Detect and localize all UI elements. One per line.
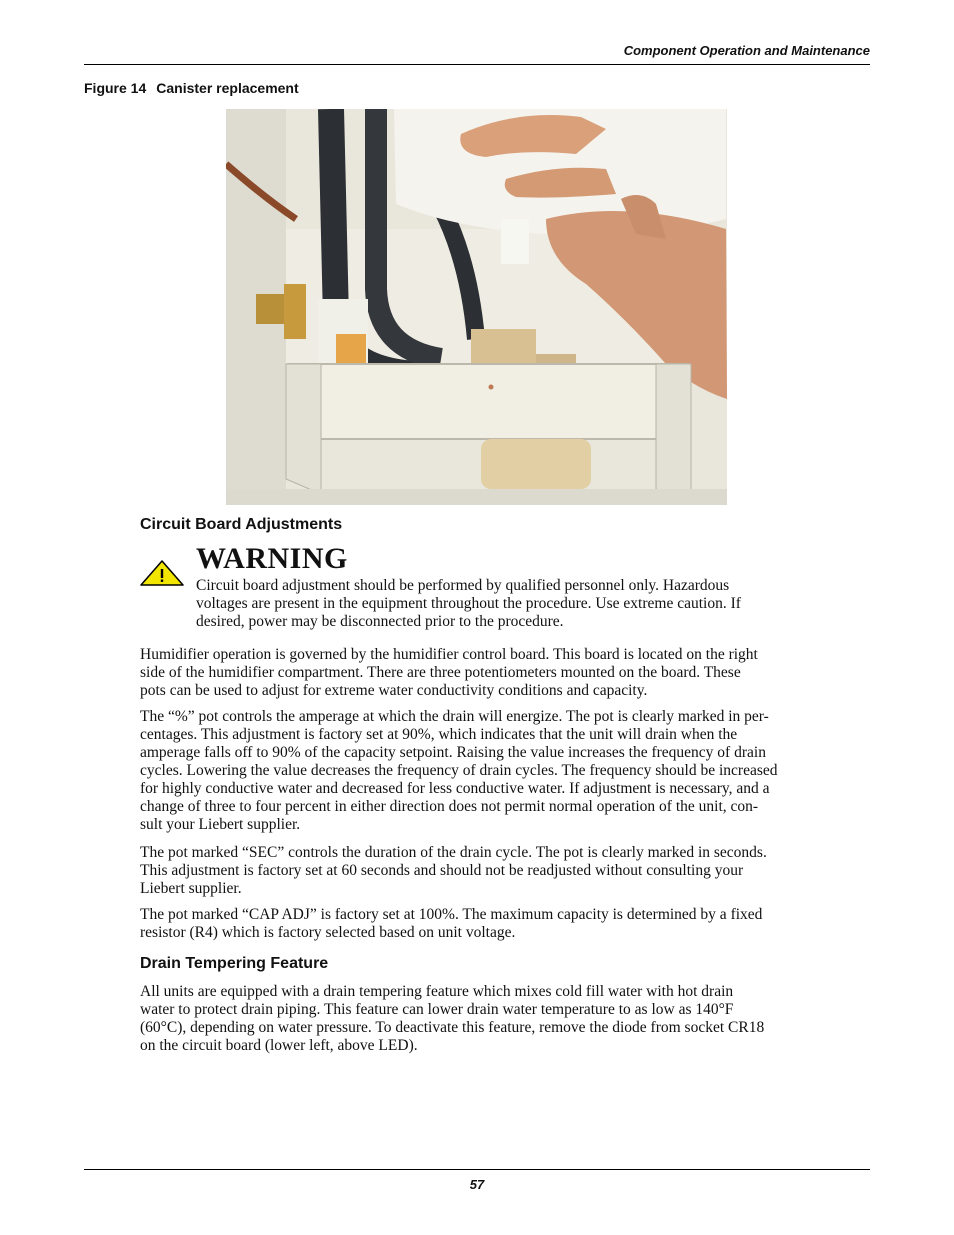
text-line: All units are equipped with a drain tempering feature which mixes cold fill water with hot drain [140, 983, 734, 1000]
text-line: This adjustment is factory set at 60 seconds and should not be readjusted without consulting your [140, 862, 744, 879]
paragraph-cap-adj-pot [140, 906, 870, 942]
paragraph-drain-tempering [140, 983, 870, 1055]
text-line: cycles. Lowering the value decreases the frequency of drain cycles. The frequency should be increased [140, 762, 778, 779]
text-line: water to protect drain piping. This feature can lower drain water temperature to as low as 140°F [140, 1001, 734, 1018]
text-line: Humidifier operation is governed by the humidifier control board. This board is located on the right [140, 646, 758, 663]
figure-title: Canister replacement [156, 80, 299, 96]
warning-triangle-icon [139, 560, 185, 586]
text-line: change of three to four percent in either direction does not permit normal operation of the unit, con- [140, 798, 759, 815]
warning-line: Circuit board adjustment should be performed by qualified personnel only. Hazardous [196, 577, 730, 594]
text-line: sult your Liebert supplier. [140, 816, 301, 833]
warning-line: desired, power may be disconnected prior to the procedure. [196, 613, 564, 630]
running-head: Component Operation and Maintenance [623, 43, 870, 58]
text-line: amperage falls off to 90% of the capacity setpoint. Raising the value increases the frequency of drain [140, 744, 766, 761]
text-line: The pot marked “CAP ADJ” is factory set at 100%. The maximum capacity is determined by a fixed [140, 906, 763, 923]
text-line: on the circuit board (lower left, above LED). [140, 1037, 418, 1054]
canister-replacement-photo [226, 109, 727, 505]
figure-number: Figure 14 [84, 80, 147, 96]
warning-text [196, 577, 856, 631]
warning-title: WARNING [196, 542, 348, 575]
text-line: Liebert supplier. [140, 880, 242, 897]
paragraph-percent-pot [140, 708, 870, 834]
warning-line: voltages are present in the equipment throughout the procedure. Use extreme caution. If [196, 595, 741, 612]
text-line: (60°C), depending on water pressure. To deactivate this feature, remove the diode from socket CR18 [140, 1019, 765, 1036]
footer-rule [84, 1169, 870, 1170]
section-heading-circuit-board: Circuit Board Adjustments [140, 516, 343, 533]
text-line: The “%” pot controls the amperage at which the drain will energize. The pot is clearly marked in per- [140, 708, 769, 725]
text-line: side of the humidifier compartment. There are three potentiometers mounted on the board. These [140, 664, 741, 681]
text-line: The pot marked “SEC” controls the duration of the drain cycle. The pot is clearly marked in seconds. [140, 844, 767, 861]
header-rule [84, 64, 870, 65]
text-line: resistor (R4) which is factory selected based on unit voltage. [140, 924, 516, 941]
text-line: centages. This adjustment is factory set at 90%, which indicates that the unit will drain when the [140, 726, 738, 743]
text-line: pots can be used to adjust for extreme water conductivity conditions and capacity. [140, 682, 648, 699]
figure-caption [84, 80, 299, 96]
text-line: for highly conductive water and decreased for less conductive water. If adjustment is necessary, and a [140, 780, 770, 797]
page-number: 57 [469, 1177, 485, 1192]
paragraph-humidifier-operation [140, 646, 870, 700]
paragraph-sec-pot [140, 844, 870, 898]
section-heading-drain-tempering: Drain Tempering Feature [140, 955, 329, 972]
